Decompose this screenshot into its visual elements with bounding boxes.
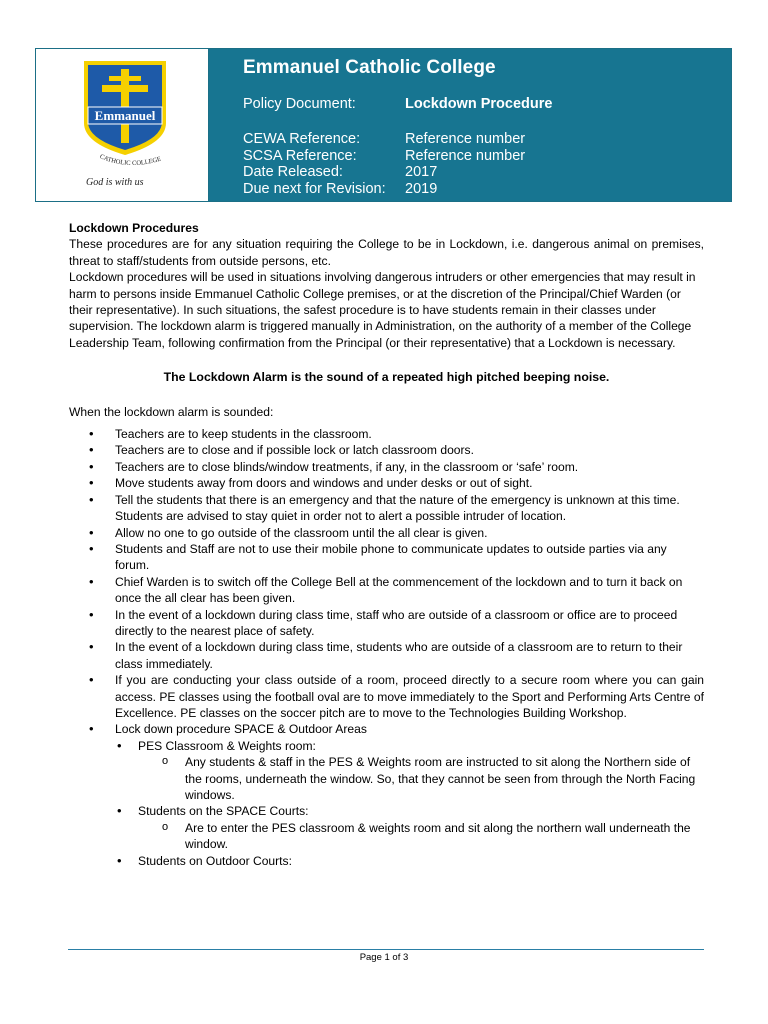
cewa-row xyxy=(243,131,525,148)
sub-detail-list xyxy=(138,820,704,853)
document-body xyxy=(69,220,704,869)
procedure-list xyxy=(69,426,704,869)
list-item: • Move students away from doors and windows and under desks or out of sight. xyxy=(69,475,704,491)
arc-text: CATHOLIC COLLEGE xyxy=(98,153,162,168)
list-item-space xyxy=(69,721,704,869)
sub-label: Students on the SPACE Courts: xyxy=(138,804,309,819)
procedure-paragraph: Lockdown procedures will be used in situations involving dangerous intruders or other emergencies that may result in harm to persons inside Emmanuel Catholic College premises, or at the discretion of the Principal/Chief Warden (or their representative). In such situations, the safest procedure is to have students remain in their classes under supervision. The lockdown alarm is triggered manually in Administration, on the authority of a member of the College Leadership Team, following confirmation from the Principal (or their representative) that a Lockdown is necessary. xyxy=(69,270,696,350)
date-released-row xyxy=(243,164,437,181)
sub-label: PES Classroom & Weights room: xyxy=(138,738,316,753)
motto-text: God is with us xyxy=(86,177,144,188)
scsa-row xyxy=(243,148,525,165)
sublist-item xyxy=(115,803,704,852)
sub-detail-list xyxy=(138,754,704,803)
revision-row xyxy=(243,181,437,198)
sublist-item xyxy=(115,738,704,804)
document-header xyxy=(35,48,732,202)
scsa-label: SCSA Reference: xyxy=(243,148,357,164)
list-item: • Tell the students that there is an emergency and that the nature of the emergency is unknown at this time. Students are advised to stay quiet in order not to alert a possible intruder of location. xyxy=(69,492,704,525)
when-intro: When the lockdown alarm is sounded: xyxy=(69,404,274,419)
list-item: • In the event of a lockdown during class time, staff who are outside of a classroom or office are to proceed directly to the nearest place of safety. xyxy=(69,607,704,640)
logo-cell xyxy=(36,49,209,201)
list-item: • Allow no one to go outside of the classroom until the all clear is given. xyxy=(69,525,704,541)
cewa-value: Reference number xyxy=(405,131,526,147)
footer-divider xyxy=(68,949,704,950)
college-name: Emmanuel Catholic College xyxy=(243,57,496,78)
space-heading: Lock down procedure SPACE & Outdoor Areas xyxy=(115,722,367,737)
space-sublist xyxy=(115,738,704,869)
list-item: • Teachers are to close and if possible lock or latch classroom doors. xyxy=(69,442,704,458)
header-info xyxy=(209,49,731,201)
list-item: • Students and Staff are not to use their mobile phone to communicate updates to outside parties via any forum. xyxy=(69,541,704,574)
policy-row xyxy=(243,96,552,113)
sub-detail: o Are to enter the PES classroom & weights room and sit along the northern wall underneath the window. xyxy=(138,820,704,853)
date-released-value: 2017 xyxy=(405,164,438,180)
revision-label: Due next for Revision: xyxy=(243,181,386,197)
revision-value: 2019 xyxy=(405,181,438,197)
page-number: Page 1 of 3 xyxy=(359,952,409,963)
date-released-label: Date Released: xyxy=(243,164,343,180)
list-item: • Teachers are to keep students in the classroom. xyxy=(69,426,704,442)
alarm-note: The Lockdown Alarm is the sound of a repeated high pitched beeping noise. xyxy=(163,370,610,385)
list-item: • In the event of a lockdown during class time, students who are outside of a classroom are to return to their class immediately. xyxy=(69,639,704,672)
list-item: • If you are conducting your class outside of a room, proceed directly to a secure room where you can gain access. PE classes using the football oval are to move immediately to the Sport and Performing Arts Centre of Excellence. PE classes on the soccer pitch are to move to the Technologies Building Workshop. xyxy=(69,672,704,721)
scsa-value: Reference number xyxy=(405,148,526,164)
cewa-label: CEWA Reference: xyxy=(243,131,361,147)
section-title: Lockdown Procedures xyxy=(69,221,199,235)
list-item: • Chief Warden is to switch off the College Bell at the commencement of the lockdown and to turn it back on once the all clear has been given. xyxy=(69,574,704,607)
sub-label: Students on Outdoor Courts: xyxy=(138,853,292,868)
policy-label: Policy Document: xyxy=(243,96,356,112)
college-crest-logo xyxy=(80,59,198,195)
list-item: • Teachers are to close blinds/window treatments, if any, in the classroom or ‘safe’ room. xyxy=(69,459,704,475)
crest-text: Emmanuel xyxy=(94,108,156,123)
sub-detail: o Any students & staff in the PES & Weights room are instructed to sit along the Northern side of the rooms, underneath the window. So, that they cannot be seen from through the North Facing windows. xyxy=(138,754,704,803)
policy-value: Lockdown Procedure xyxy=(405,96,553,112)
sublist-item xyxy=(115,853,704,869)
intro-paragraph: These procedures are for any situation requiring the College to be in Lockdown, i.e. dangerous animal on premises, threat to staff/students from outside persons, etc. xyxy=(69,237,704,268)
